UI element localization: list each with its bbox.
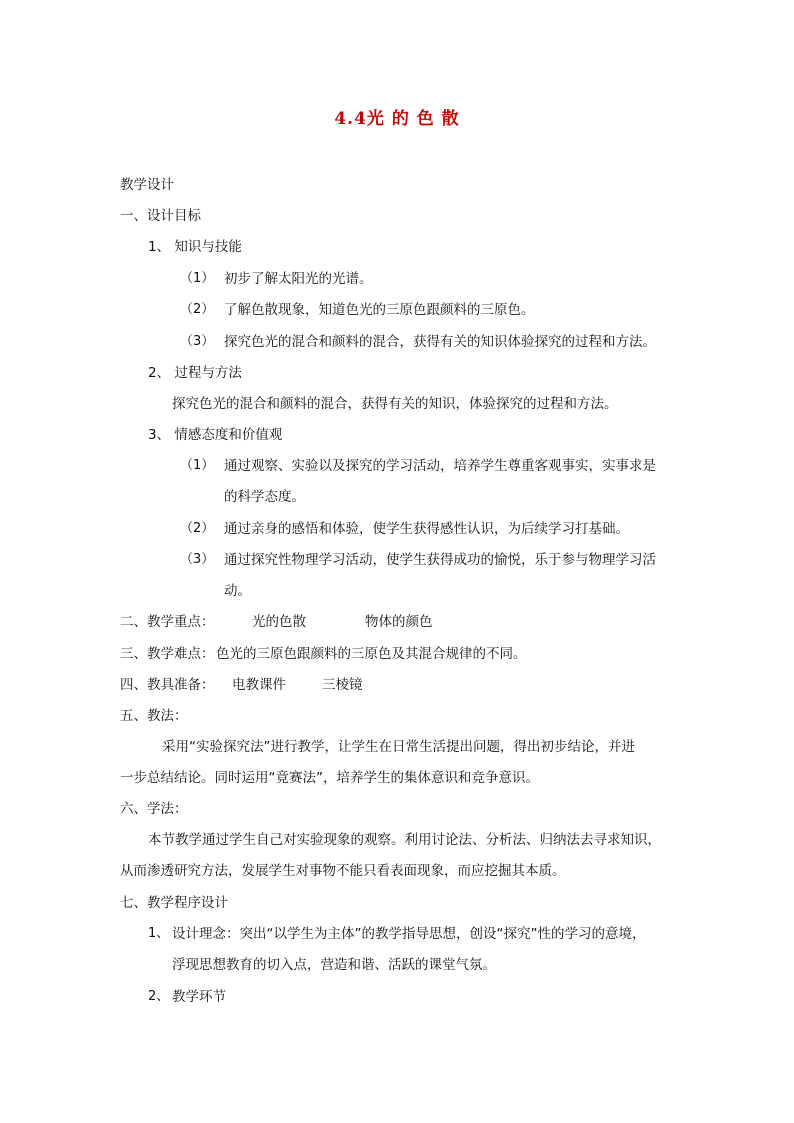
section-5-title: 五、教法： — [120, 708, 188, 724]
paragraph-text: 采用“实验探究法”进行教学，让学生在日常生活提出问题，得出初步结论，并进 — [162, 739, 635, 755]
paragraph-text: 设计理念：突出“以学生为主体”的教学指导思想，创设“探究”性的学习的意境， — [172, 926, 646, 942]
subsection-7-2-title: 教学环节 — [172, 989, 226, 1005]
section-4-label: 四、教具准备： — [120, 677, 215, 693]
list-item-text: 探究色光的混合和颜料的混合，获得有关的知识体验探究的过程和方法。 — [224, 334, 656, 350]
key-point-2: 物体的颜色 — [365, 614, 433, 630]
section-7-title: 七、教学程序设计 — [120, 895, 228, 911]
paragraph-text: 一步总结结论。同时运用“竟赛法”，培养学生的集体意识和竞争意识。 — [120, 770, 539, 786]
item-number: （3） — [180, 334, 215, 349]
difficulty-text: 色光的三原色跟颜料的三原色及其混合规律的不同。 — [216, 646, 527, 662]
equipment-1: 电教课件 — [232, 677, 286, 693]
item-number: （1） — [180, 458, 215, 473]
document-heading: 教学设计 — [120, 177, 174, 193]
item-number: （2） — [180, 302, 215, 317]
section-1-title: 一、设计目标 — [120, 208, 201, 224]
item-number: （1） — [180, 271, 215, 286]
list-item-text-continued: 的科学态度。 — [224, 489, 305, 505]
paragraph-text: 本节教学通过学生自己对实验现象的观察。利用讨论法、分析法、归纳法去寻求知识， — [148, 832, 661, 848]
page-title: 4.4光 的 色 散 — [334, 109, 460, 129]
key-point-1: 光的色散 — [252, 614, 306, 630]
item-number: （2） — [180, 521, 215, 536]
subsection-1-1-title: 1、 知识与技能 — [148, 239, 242, 255]
paragraph-text: 探究色光的混合和颜料的混合，获得有关的知识，体验探究的过程和方法。 — [172, 396, 618, 412]
list-item-text: 了解色散现象，知道色光的三原色跟颜料的三原色。 — [224, 302, 535, 318]
item-number: 2、 — [148, 989, 170, 1004]
item-number: （3） — [180, 552, 215, 567]
section-3-label: 三、教学难点： — [120, 646, 215, 662]
list-item-text-continued: 动。 — [224, 583, 251, 599]
list-item-text: 通过观察、实验以及探究的学习活动，培养学生尊重客观事实，实事求是 — [224, 458, 656, 474]
item-number: 1、 — [148, 926, 170, 941]
list-item-text: 初步了解太阳光的光谱。 — [224, 271, 373, 287]
subsection-1-2-title: 2、 过程与方法 — [148, 365, 242, 381]
equipment-2: 三棱镜 — [322, 677, 363, 693]
list-item-text: 通过亲身的感悟和体验，使学生获得感性认识，为后续学习打基础。 — [224, 521, 629, 537]
paragraph-text: 从而渗透研究方法，发展学生对事物不能只看表面现象，而应挖掘其本质。 — [120, 863, 566, 879]
paragraph-text-continued: 浮现思想教育的切入点，营造和谐、活跃的课堂气氛。 — [172, 957, 496, 973]
section-2-label: 二、教学重点： — [120, 614, 215, 630]
subsection-1-3-title: 3、 情感态度和价值观 — [148, 427, 283, 443]
list-item-text: 通过探究性物理学习活动，使学生获得成功的愉悦，乐于参与物理学习活 — [224, 552, 656, 568]
section-6-title: 六、学法： — [120, 801, 188, 817]
